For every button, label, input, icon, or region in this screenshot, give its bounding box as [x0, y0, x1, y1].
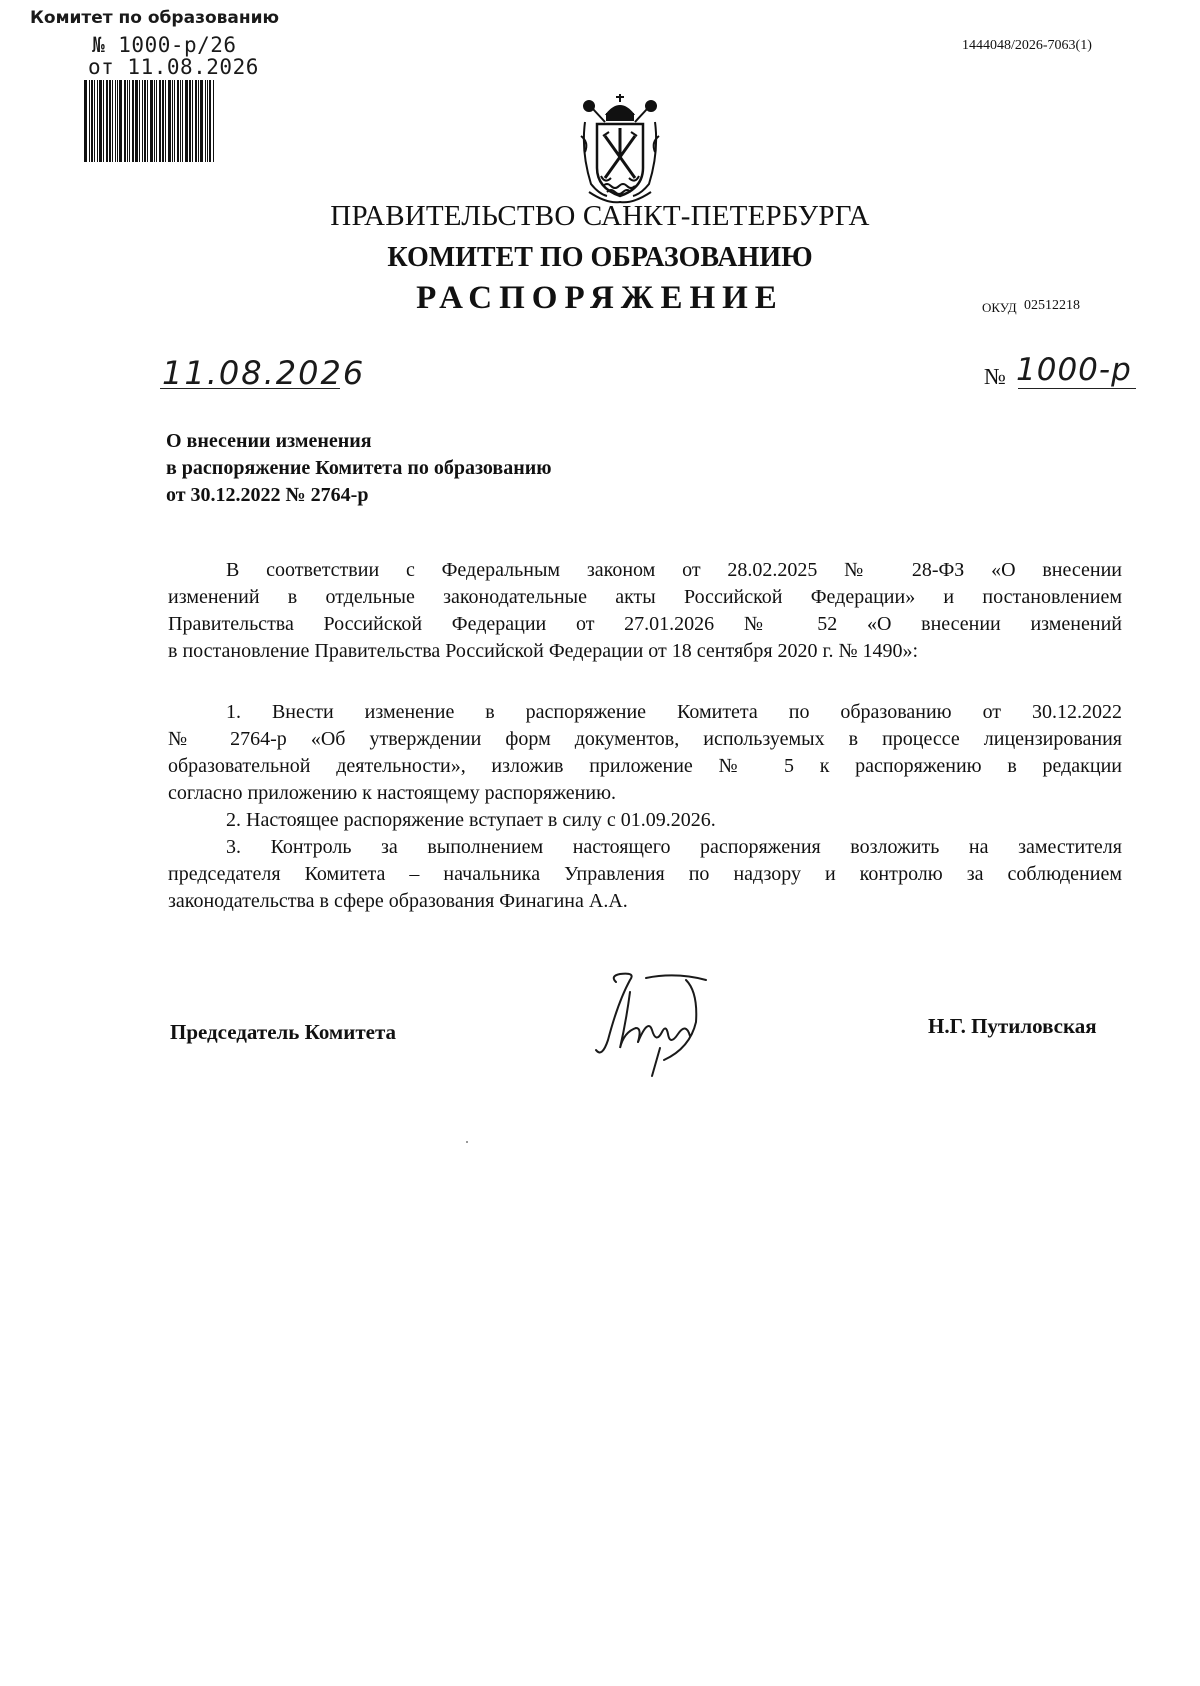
- item-1-line: согласно приложению к настоящему распоряжению.: [168, 782, 617, 804]
- number-underline: [1018, 388, 1136, 389]
- document-id: 1444048/2026-7063(1): [962, 38, 1092, 53]
- stamp-date: от 11.08.2026: [88, 55, 259, 79]
- subject-line: от 30.12.2022 № 2764-р: [166, 484, 369, 506]
- okud-label: ОКУД: [982, 300, 1017, 315]
- item-1-line: образовательной деятельности», изложив приложение № 5 к распоряжению в редакции: [168, 755, 1122, 777]
- government-title: ПРАВИТЕЛЬСТВО САНКТ-ПЕТЕРБУРГА: [330, 200, 870, 232]
- document-type-title: РАСПОРЯЖЕНИЕ: [416, 280, 784, 316]
- handwritten-signature: [586, 962, 736, 1082]
- subject-line: в распоряжение Комитета по образованию: [166, 457, 552, 479]
- stamp-number: № 1000-р/26: [92, 33, 237, 57]
- item-1-line: № 2764-р «Об утверждении форм документов, используемых в процессе лицензирования: [168, 728, 1122, 750]
- preamble-line: Правительства Российской Федерации от 27.01.2026 № 52 «О внесении изменений: [168, 613, 1122, 635]
- scan-speck: [466, 1141, 468, 1143]
- preamble-line: В соответствии с Федеральным законом от 28.02.2025 № 28-ФЗ «О внесении: [226, 559, 1122, 581]
- item-2-line: 2. Настоящее распоряжение вступает в силу с 01.09.2026.: [226, 809, 716, 831]
- coat-of-arms-emblem: [577, 92, 663, 204]
- subject-line: О внесении изменения: [166, 430, 372, 452]
- handwritten-number: 1000-р: [1016, 352, 1132, 388]
- date-underline: [160, 388, 340, 389]
- item-1-line: 1. Внести изменение в распоряжение Комитета по образованию от 30.12.2022: [226, 701, 1122, 723]
- signatory-position: Председатель Комитета: [170, 1020, 397, 1044]
- okud-code: 02512218: [1024, 298, 1080, 313]
- item-3-line: 3. Контроль за выполнением настоящего распоряжения возложить на заместителя: [226, 836, 1122, 858]
- barcode-image: [84, 80, 232, 162]
- preamble-line: в постановление Правительства Российской Федерации от 18 сентября 2020 г. № 1490»:: [168, 640, 919, 662]
- signatory-name: Н.Г. Путиловская: [928, 1014, 1097, 1038]
- item-3-line: председателя Комитета – начальника Управления по надзору и контролю за соблюдением: [168, 863, 1122, 885]
- preamble-line: изменений в отдельные законодательные акты Российской Федерации» и постановлением: [168, 586, 1122, 608]
- handwritten-date: 11.08.2026: [162, 354, 366, 392]
- number-sign: №: [984, 364, 1006, 389]
- item-3-line: законодательства в сфере образования Финагина А.А.: [168, 890, 628, 912]
- stamp-organization: Комитет по образованию: [30, 8, 280, 28]
- committee-title: КОМИТЕТ ПО ОБРАЗОВАНИЮ: [387, 242, 813, 273]
